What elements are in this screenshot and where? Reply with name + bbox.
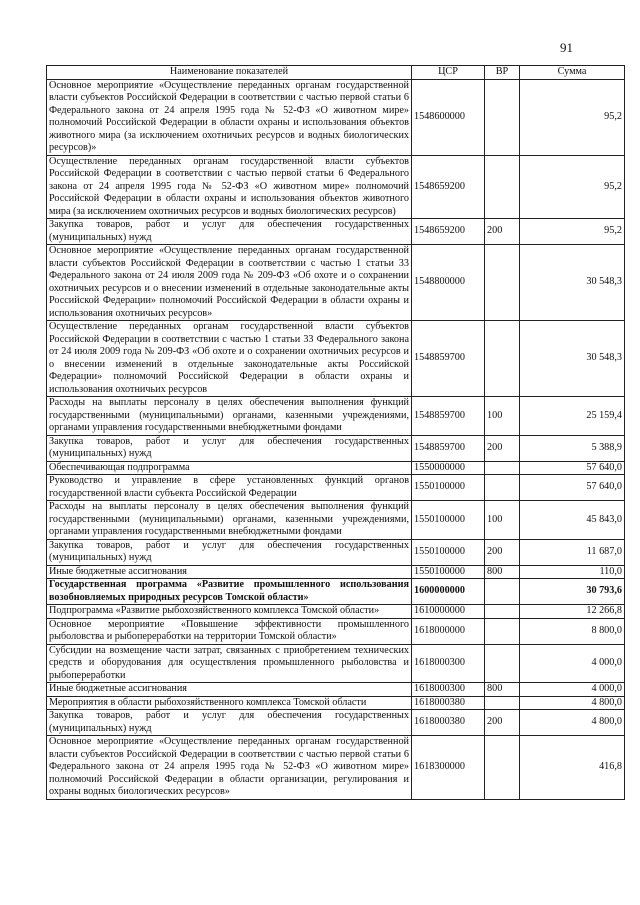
row-name-cell: Закупка товаров, работ и услуг для обеспечения государственных (муниципальных) нужд bbox=[47, 539, 412, 565]
row-name-cell: Закупка товаров, работ и услуг для обеспечения государственных (муниципальных) нужд bbox=[47, 710, 412, 736]
row-vr-cell bbox=[485, 475, 520, 501]
row-vr-cell bbox=[485, 696, 520, 710]
table-row bbox=[47, 475, 625, 501]
row-csr-cell: 1550100000 bbox=[412, 501, 485, 540]
row-sum-cell: 5 388,9 bbox=[520, 435, 625, 461]
row-vr-cell: 200 bbox=[485, 435, 520, 461]
row-vr-cell bbox=[485, 321, 520, 397]
row-sum-cell: 57 640,0 bbox=[520, 475, 625, 501]
row-sum-cell: 30 548,3 bbox=[520, 245, 625, 321]
row-vr-cell bbox=[485, 579, 520, 605]
row-name-cell: Осуществление переданных органам государственной власти субъектов Российской Федерации в соответствии с частью 1 статьи 33 Федерального закона от 24 июля 2009 года № 209-ФЗ «Об охоте и о сохранении охотничьих ресурсов и о внесении изменений в отдельные законодательные акты Российской Федерации» полномочий Российской Федерации в области охраны и использования охотничьих ресурсов bbox=[47, 321, 412, 397]
table-row bbox=[47, 219, 625, 245]
row-csr-cell: 1550100000 bbox=[412, 475, 485, 501]
row-sum-cell: 45 843,0 bbox=[520, 501, 625, 540]
table-row bbox=[47, 461, 625, 475]
row-name-cell: Расходы на выплаты персоналу в целях обеспечения выполнения функций государственными (муниципальными) органами, казенными учреждениями, органами управления государственными внебюджетными фондами bbox=[47, 397, 412, 436]
row-sum-cell: 30 793,6 bbox=[520, 579, 625, 605]
table-row bbox=[47, 435, 625, 461]
header-name: Наименование показателей bbox=[47, 66, 412, 80]
header-sum: Сумма bbox=[520, 66, 625, 80]
row-name-cell: Мероприятия в области рыбохозяйственного комплекса Томской области bbox=[47, 696, 412, 710]
row-sum-cell: 4 800,0 bbox=[520, 710, 625, 736]
row-csr-cell: 1550100000 bbox=[412, 565, 485, 579]
table-row bbox=[47, 618, 625, 644]
table-row bbox=[47, 501, 625, 540]
row-csr-cell: 1618000300 bbox=[412, 644, 485, 683]
row-sum-cell: 4 000,0 bbox=[520, 644, 625, 683]
row-vr-cell: 100 bbox=[485, 501, 520, 540]
table-row bbox=[47, 644, 625, 683]
row-name-cell: Основное мероприятие «Осуществление переданных органам государственной власти субъектов Российской Федерации в соответствии с частью 1 статьи 33 Федерального закона от 24 июля 2009 года № 209-ФЗ «Об охоте и о сохранении охотничьих ресурсов и о внесении изменений в отдельные законодательные акты Российской Федерации» полномочий Российской Федерации в области охраны и использования охотничьих ресурсов» bbox=[47, 245, 412, 321]
header-vr: ВР bbox=[485, 66, 520, 80]
row-vr-cell bbox=[485, 736, 520, 800]
budget-table bbox=[46, 65, 625, 800]
table-row bbox=[47, 579, 625, 605]
row-name-cell: Иные бюджетные ассигнования bbox=[47, 683, 412, 697]
row-csr-cell: 1618000000 bbox=[412, 618, 485, 644]
row-vr-cell bbox=[485, 644, 520, 683]
row-csr-cell: 1548659200 bbox=[412, 219, 485, 245]
row-sum-cell: 8 800,0 bbox=[520, 618, 625, 644]
row-name-cell: Осуществление переданных органам государственной власти субъектов Российской Федерации в соответствии с частью первой статьи 6 Федерального закона от 24 апреля 1995 года № 52-ФЗ «О животном мире» полномочий Российской Федерации в области охраны и использования объектов животного мира (за исключением охотничьих ресурсов и водных биологических ресурсов) bbox=[47, 155, 412, 219]
row-vr-cell bbox=[485, 605, 520, 619]
table-row bbox=[47, 539, 625, 565]
table-row bbox=[47, 710, 625, 736]
row-csr-cell: 1618000380 bbox=[412, 710, 485, 736]
row-csr-cell: 1550100000 bbox=[412, 539, 485, 565]
table-row bbox=[47, 683, 625, 697]
row-vr-cell bbox=[485, 245, 520, 321]
row-sum-cell: 95,2 bbox=[520, 219, 625, 245]
row-name-cell: Государственная программа «Развитие промышленного использования возобновляемых природных ресурсов Томской области» bbox=[47, 579, 412, 605]
table-row bbox=[47, 155, 625, 219]
row-csr-cell: 1548800000 bbox=[412, 245, 485, 321]
row-csr-cell: 1548659200 bbox=[412, 155, 485, 219]
row-sum-cell: 95,2 bbox=[520, 79, 625, 155]
table-body bbox=[47, 79, 625, 799]
row-vr-cell: 200 bbox=[485, 219, 520, 245]
row-vr-cell bbox=[485, 618, 520, 644]
row-name-cell: Субсидии на возмещение части затрат, связанных с приобретением технических средств и оборудования для осуществления промышленного рыболовства и рыбопереработки bbox=[47, 644, 412, 683]
table-row bbox=[47, 565, 625, 579]
row-sum-cell: 25 159,4 bbox=[520, 397, 625, 436]
row-vr-cell bbox=[485, 79, 520, 155]
row-sum-cell: 95,2 bbox=[520, 155, 625, 219]
table-header-row bbox=[47, 66, 625, 80]
row-sum-cell: 12 266,8 bbox=[520, 605, 625, 619]
row-name-cell: Руководство и управление в сфере установленных функций органов государственной власти субъекта Российской Федерации bbox=[47, 475, 412, 501]
row-vr-cell: 800 bbox=[485, 565, 520, 579]
row-name-cell: Подпрограмма «Развитие рыбохозяйственного комплекса Томской области» bbox=[47, 605, 412, 619]
row-sum-cell: 110,0 bbox=[520, 565, 625, 579]
row-name-cell: Основное мероприятие «Повышение эффективности промышленного рыболовства и рыбопереработки на территории Томской области» bbox=[47, 618, 412, 644]
row-name-cell: Закупка товаров, работ и услуг для обеспечения государственных (муниципальных) нужд bbox=[47, 435, 412, 461]
row-name-cell: Основное мероприятие «Осуществление переданных органам государственной власти субъектов Российской Федерации в соответствии с частью первой статьи 6 Федерального закона от 24 апреля 1995 года № 52-ФЗ «О животном мире» полномочий Российской Федерации в области организации, регулирования и охраны водных биологических ресурсов» bbox=[47, 736, 412, 800]
row-sum-cell: 4 800,0 bbox=[520, 696, 625, 710]
table-row bbox=[47, 79, 625, 155]
row-sum-cell: 4 000,0 bbox=[520, 683, 625, 697]
row-vr-cell: 200 bbox=[485, 539, 520, 565]
row-vr-cell: 800 bbox=[485, 683, 520, 697]
row-vr-cell: 200 bbox=[485, 710, 520, 736]
row-csr-cell: 1600000000 bbox=[412, 579, 485, 605]
table-row bbox=[47, 736, 625, 800]
row-vr-cell bbox=[485, 155, 520, 219]
row-vr-cell: 100 bbox=[485, 397, 520, 436]
row-sum-cell: 416,8 bbox=[520, 736, 625, 800]
row-csr-cell: 1548859700 bbox=[412, 321, 485, 397]
row-vr-cell bbox=[485, 461, 520, 475]
row-sum-cell: 57 640,0 bbox=[520, 461, 625, 475]
row-csr-cell: 1618300000 bbox=[412, 736, 485, 800]
row-name-cell: Иные бюджетные ассигнования bbox=[47, 565, 412, 579]
row-sum-cell: 30 548,3 bbox=[520, 321, 625, 397]
row-csr-cell: 1610000000 bbox=[412, 605, 485, 619]
table-row bbox=[47, 245, 625, 321]
row-csr-cell: 1548859700 bbox=[412, 397, 485, 436]
table-row bbox=[47, 397, 625, 436]
row-name-cell: Основное мероприятие «Осуществление переданных органам государственной власти субъектов Российской Федерации в соответствии с частью первой статьи 6 Федерального закона от 24 апреля 1995 года № 52-ФЗ «О животном мире» полномочий Российской Федерации в области охраны и использования объектов животного мира (за исключением охотничьих ресурсов и водных биологических ресурсов)» bbox=[47, 79, 412, 155]
row-csr-cell: 1550000000 bbox=[412, 461, 485, 475]
row-sum-cell: 11 687,0 bbox=[520, 539, 625, 565]
row-name-cell: Закупка товаров, работ и услуг для обеспечения государственных (муниципальных) нужд bbox=[47, 219, 412, 245]
row-csr-cell: 1548600000 bbox=[412, 79, 485, 155]
row-csr-cell: 1548859700 bbox=[412, 435, 485, 461]
table-row bbox=[47, 321, 625, 397]
table-row bbox=[47, 696, 625, 710]
row-csr-cell: 1618000380 bbox=[412, 696, 485, 710]
header-csr: ЦСР bbox=[412, 66, 485, 80]
row-name-cell: Обеспечивающая подпрограмма bbox=[47, 461, 412, 475]
table-row bbox=[47, 605, 625, 619]
row-csr-cell: 1618000300 bbox=[412, 683, 485, 697]
row-name-cell: Расходы на выплаты персоналу в целях обеспечения выполнения функций государственными (муниципальными) органами, казенными учреждениями, органами управления государственными внебюджетными фондами bbox=[47, 501, 412, 540]
page-number: 91 bbox=[560, 40, 573, 55]
